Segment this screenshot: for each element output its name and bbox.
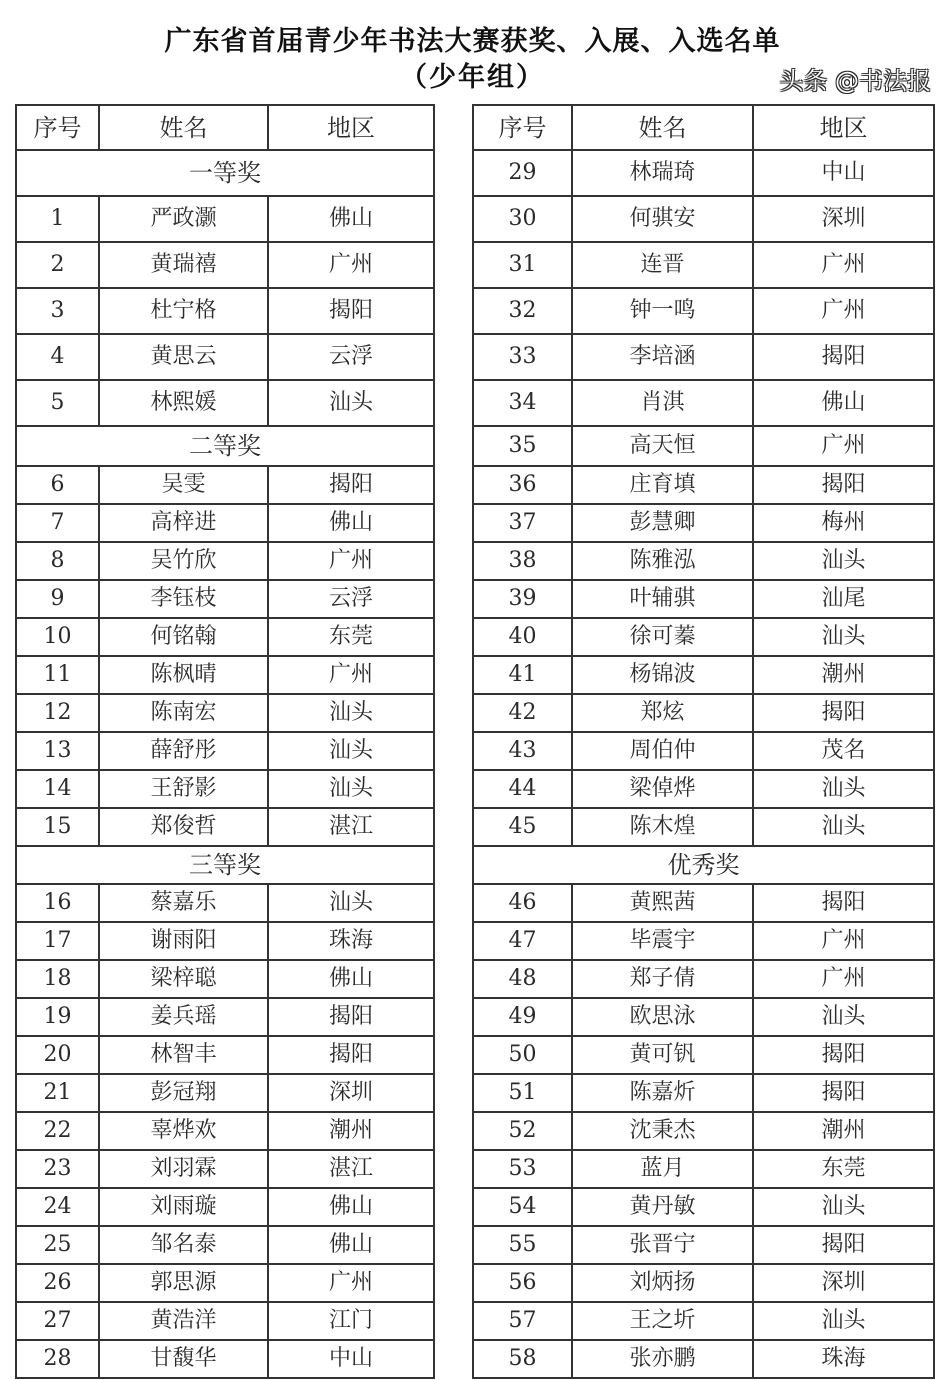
table-header (16, 105, 434, 150)
cell-name: 陈南宏 (99, 694, 268, 732)
cell-number: 24 (16, 1188, 99, 1226)
table-row (16, 380, 434, 426)
cell-number: 55 (473, 1226, 572, 1264)
table-row (16, 542, 434, 580)
cell-name: 严政灏 (99, 196, 268, 242)
table-row (16, 1302, 434, 1340)
cell-number: 19 (16, 998, 99, 1036)
cell-number: 50 (473, 1036, 572, 1074)
cell-region: 揭阳 (753, 1074, 934, 1112)
cell-name: 陈雅泓 (572, 542, 753, 580)
cell-number: 38 (473, 542, 572, 580)
table-row (16, 656, 434, 694)
cell-region: 广州 (753, 426, 934, 466)
cell-number: 43 (473, 732, 572, 770)
cell-name: 甘馥华 (99, 1340, 268, 1378)
cell-name: 吴雯 (99, 466, 268, 504)
cell-region: 江门 (268, 1302, 434, 1340)
cell-name: 黄瑞禧 (99, 242, 268, 288)
winners-table-right (472, 104, 935, 1379)
cell-region: 汕头 (268, 732, 434, 770)
cell-number: 49 (473, 998, 572, 1036)
cell-number: 28 (16, 1340, 99, 1378)
cell-region: 中山 (753, 150, 934, 196)
table-row (16, 922, 434, 960)
cell-region: 广州 (268, 242, 434, 288)
cell-number: 26 (16, 1264, 99, 1302)
table-row (473, 998, 934, 1036)
table-row (473, 618, 934, 656)
cell-name: 杨锦波 (572, 656, 753, 694)
cell-name: 刘雨璇 (99, 1188, 268, 1226)
cell-number: 47 (473, 922, 572, 960)
cell-region: 汕头 (753, 1302, 934, 1340)
table-row (16, 242, 434, 288)
watermark: 头条 @书法报 (779, 67, 931, 95)
cell-region: 梅州 (753, 504, 934, 542)
cell-name: 姜兵瑶 (99, 998, 268, 1036)
table-row (473, 1112, 934, 1150)
cell-name: 郑炫 (572, 694, 753, 732)
cell-region: 广州 (753, 242, 934, 288)
cell-name: 林瑞琦 (572, 150, 753, 196)
table-row (473, 694, 934, 732)
table-row (16, 1036, 434, 1074)
cell-region: 茂名 (753, 732, 934, 770)
cell-name: 张晋宁 (572, 1226, 753, 1264)
cell-number: 10 (16, 618, 99, 656)
cell-number: 16 (16, 884, 99, 922)
cell-number: 35 (473, 426, 572, 466)
cell-number: 2 (16, 242, 99, 288)
table-row (473, 380, 934, 426)
cell-region: 广州 (753, 922, 934, 960)
cell-region: 佛山 (268, 196, 434, 242)
award-section-label: 一等奖 (16, 150, 434, 196)
cell-region: 深圳 (753, 1264, 934, 1302)
cell-region: 深圳 (268, 1074, 434, 1112)
table-row (16, 694, 434, 732)
cell-region: 湛江 (268, 808, 434, 846)
cell-number: 57 (473, 1302, 572, 1340)
table-row (16, 618, 434, 656)
cell-number: 17 (16, 922, 99, 960)
cell-name: 李钰枝 (99, 580, 268, 618)
cell-region: 广州 (268, 542, 434, 580)
cell-region: 佛山 (268, 960, 434, 998)
table-row (473, 580, 934, 618)
cell-region: 汕头 (268, 770, 434, 808)
cell-name: 欧思泳 (572, 998, 753, 1036)
cell-number: 39 (473, 580, 572, 618)
cell-region: 汕头 (753, 542, 934, 580)
cell-number: 31 (473, 242, 572, 288)
cell-name: 梁倬烨 (572, 770, 753, 808)
award-section-label: 优秀奖 (473, 846, 934, 884)
cell-name: 谢雨阳 (99, 922, 268, 960)
table-row (16, 770, 434, 808)
cell-number: 45 (473, 808, 572, 846)
cell-number: 22 (16, 1112, 99, 1150)
cell-number: 51 (473, 1074, 572, 1112)
header-name: 姓名 (99, 105, 268, 150)
cell-name: 蔡嘉乐 (99, 884, 268, 922)
cell-region: 汕头 (753, 1188, 934, 1226)
cell-region: 佛山 (268, 1188, 434, 1226)
header-name: 姓名 (572, 105, 753, 150)
table-row (16, 334, 434, 380)
cell-name: 吴竹欣 (99, 542, 268, 580)
table-row (16, 960, 434, 998)
cell-number: 21 (16, 1074, 99, 1112)
cell-region: 揭阳 (268, 998, 434, 1036)
cell-name: 刘羽霖 (99, 1150, 268, 1188)
cell-name: 郑俊哲 (99, 808, 268, 846)
cell-region: 广州 (268, 1264, 434, 1302)
table-row (16, 732, 434, 770)
table-row (473, 1264, 934, 1302)
table-row (473, 288, 934, 334)
award-section-label: 三等奖 (16, 846, 434, 884)
cell-region: 佛山 (753, 380, 934, 426)
table-row (16, 884, 434, 922)
award-section-label: 二等奖 (16, 426, 434, 466)
cell-number: 12 (16, 694, 99, 732)
table-row (16, 1188, 434, 1226)
cell-name: 毕震宇 (572, 922, 753, 960)
cell-name: 肖淇 (572, 380, 753, 426)
cell-number: 29 (473, 150, 572, 196)
cell-region: 揭阳 (268, 1036, 434, 1074)
cell-number: 30 (473, 196, 572, 242)
section-row (16, 150, 434, 196)
winners-table-left (15, 104, 435, 1379)
table-row (16, 1112, 434, 1150)
cell-name: 连晋 (572, 242, 753, 288)
cell-region: 湛江 (268, 1150, 434, 1188)
cell-name: 黄丹敏 (572, 1188, 753, 1226)
cell-region: 汕头 (753, 618, 934, 656)
table-row (473, 1340, 934, 1378)
cell-number: 7 (16, 504, 99, 542)
table-row (473, 960, 934, 998)
header-number: 序号 (473, 105, 572, 150)
cell-name: 辜烨欢 (99, 1112, 268, 1150)
cell-name: 王舒影 (99, 770, 268, 808)
cell-name: 林熙媛 (99, 380, 268, 426)
cell-number: 3 (16, 288, 99, 334)
section-row (16, 426, 434, 466)
cell-number: 23 (16, 1150, 99, 1188)
table-row (473, 922, 934, 960)
cell-region: 揭阳 (753, 334, 934, 380)
table-row (473, 150, 934, 196)
cell-region: 揭阳 (753, 1036, 934, 1074)
section-row (16, 846, 434, 884)
cell-name: 钟一鸣 (572, 288, 753, 334)
table-row (473, 426, 934, 466)
cell-number: 5 (16, 380, 99, 426)
cell-number: 44 (473, 770, 572, 808)
header-region: 地区 (753, 105, 934, 150)
cell-name: 周伯仲 (572, 732, 753, 770)
section-row (473, 846, 934, 884)
cell-name: 李培涵 (572, 334, 753, 380)
cell-name: 黄可钒 (572, 1036, 753, 1074)
cell-name: 杜宁格 (99, 288, 268, 334)
table-row (473, 1226, 934, 1264)
table-row (473, 1150, 934, 1188)
cell-name: 陈枫晴 (99, 656, 268, 694)
table-row (16, 998, 434, 1036)
cell-number: 6 (16, 466, 99, 504)
cell-name: 黄熙茜 (572, 884, 753, 922)
header-number: 序号 (16, 105, 99, 150)
table-row (16, 1264, 434, 1302)
cell-region: 汕头 (268, 694, 434, 732)
cell-number: 13 (16, 732, 99, 770)
cell-region: 东莞 (753, 1150, 934, 1188)
cell-number: 18 (16, 960, 99, 998)
table-row (473, 1188, 934, 1226)
cell-number: 42 (473, 694, 572, 732)
table-row (16, 466, 434, 504)
cell-number: 9 (16, 580, 99, 618)
cell-region: 广州 (268, 656, 434, 694)
cell-region: 佛山 (268, 504, 434, 542)
cell-number: 32 (473, 288, 572, 334)
cell-name: 陈嘉炘 (572, 1074, 753, 1112)
header-region: 地区 (268, 105, 434, 150)
cell-region: 东莞 (268, 618, 434, 656)
cell-region: 汕头 (753, 998, 934, 1036)
cell-number: 54 (473, 1188, 572, 1226)
cell-name: 黄思云 (99, 334, 268, 380)
cell-number: 14 (16, 770, 99, 808)
table-row (16, 288, 434, 334)
cell-number: 8 (16, 542, 99, 580)
cell-name: 蓝月 (572, 1150, 753, 1188)
table-row (16, 196, 434, 242)
cell-number: 34 (473, 380, 572, 426)
cell-number: 37 (473, 504, 572, 542)
table-row (473, 1302, 934, 1340)
cell-region: 佛山 (268, 1226, 434, 1264)
cell-number: 27 (16, 1302, 99, 1340)
cell-name: 沈秉杰 (572, 1112, 753, 1150)
cell-region: 汕尾 (753, 580, 934, 618)
table-row (16, 580, 434, 618)
cell-name: 林智丰 (99, 1036, 268, 1074)
document-subtitle: （少年组） (400, 62, 545, 93)
cell-region: 汕头 (753, 808, 934, 846)
cell-name: 黄浩洋 (99, 1302, 268, 1340)
cell-region: 揭阳 (268, 466, 434, 504)
cell-region: 揭阳 (753, 884, 934, 922)
cell-name: 郭思源 (99, 1264, 268, 1302)
cell-region: 深圳 (753, 196, 934, 242)
cell-region: 潮州 (753, 1112, 934, 1150)
cell-name: 何骐安 (572, 196, 753, 242)
cell-region: 广州 (753, 960, 934, 998)
cell-number: 46 (473, 884, 572, 922)
cell-name: 彭冠翔 (99, 1074, 268, 1112)
cell-name: 王之圻 (572, 1302, 753, 1340)
table-row (16, 1340, 434, 1378)
cell-name: 陈木煌 (572, 808, 753, 846)
table-row (473, 196, 934, 242)
cell-region: 广州 (753, 288, 934, 334)
table-row (473, 542, 934, 580)
table-row (473, 466, 934, 504)
table-row (473, 884, 934, 922)
cell-name: 梁梓聪 (99, 960, 268, 998)
cell-region: 潮州 (268, 1112, 434, 1150)
cell-region: 云浮 (268, 334, 434, 380)
cell-name: 彭慧卿 (572, 504, 753, 542)
table-row (473, 732, 934, 770)
document-title: 广东省首届青少年书法大赛获奖、入展、入选名单 (164, 26, 781, 57)
table-row (473, 504, 934, 542)
cell-region: 汕头 (268, 884, 434, 922)
cell-number: 4 (16, 334, 99, 380)
table-row (16, 808, 434, 846)
cell-number: 58 (473, 1340, 572, 1378)
cell-region: 揭阳 (753, 1226, 934, 1264)
cell-number: 33 (473, 334, 572, 380)
cell-number: 41 (473, 656, 572, 694)
cell-number: 20 (16, 1036, 99, 1074)
cell-region: 珠海 (753, 1340, 934, 1378)
table-header (473, 105, 934, 150)
cell-name: 邹名泰 (99, 1226, 268, 1264)
table-row (473, 334, 934, 380)
cell-name: 高梓进 (99, 504, 268, 542)
cell-number: 36 (473, 466, 572, 504)
cell-number: 52 (473, 1112, 572, 1150)
table-row (473, 1036, 934, 1074)
cell-region: 云浮 (268, 580, 434, 618)
cell-number: 40 (473, 618, 572, 656)
cell-region: 中山 (268, 1340, 434, 1378)
cell-region: 汕头 (268, 380, 434, 426)
cell-region: 揭阳 (268, 288, 434, 334)
cell-name: 张亦鹏 (572, 1340, 753, 1378)
cell-number: 56 (473, 1264, 572, 1302)
table-row (16, 1150, 434, 1188)
cell-name: 徐可蓁 (572, 618, 753, 656)
cell-region: 汕头 (753, 770, 934, 808)
cell-number: 11 (16, 656, 99, 694)
table-row (473, 656, 934, 694)
cell-name: 郑子倩 (572, 960, 753, 998)
cell-name: 薛舒彤 (99, 732, 268, 770)
cell-name: 刘炳扬 (572, 1264, 753, 1302)
cell-number: 15 (16, 808, 99, 846)
table-row (16, 1074, 434, 1112)
cell-name: 庄育填 (572, 466, 753, 504)
cell-region: 珠海 (268, 922, 434, 960)
table-row (16, 504, 434, 542)
table-row (16, 1226, 434, 1264)
cell-name: 高天恒 (572, 426, 753, 466)
cell-region: 潮州 (753, 656, 934, 694)
cell-number: 25 (16, 1226, 99, 1264)
table-row (473, 770, 934, 808)
cell-name: 叶辅骐 (572, 580, 753, 618)
table-row (473, 1074, 934, 1112)
table-row (473, 242, 934, 288)
cell-name: 何铭翰 (99, 618, 268, 656)
cell-number: 53 (473, 1150, 572, 1188)
cell-region: 揭阳 (753, 694, 934, 732)
cell-number: 1 (16, 196, 99, 242)
table-row (473, 808, 934, 846)
cell-number: 48 (473, 960, 572, 998)
cell-region: 揭阳 (753, 466, 934, 504)
